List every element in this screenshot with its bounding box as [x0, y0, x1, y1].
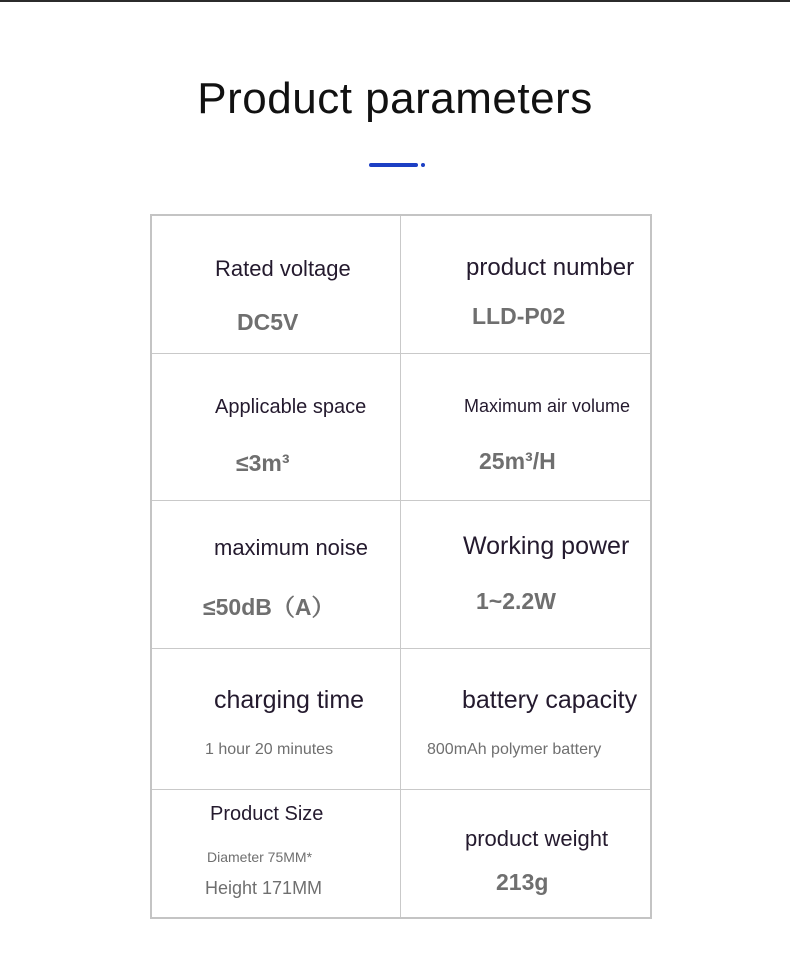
rated-voltage-label: Rated voltage	[215, 256, 351, 281]
max-noise-value: ≤50dB（A）	[203, 594, 335, 620]
title-underline-dot	[421, 163, 425, 167]
working-power-value: 1~2.2W	[476, 588, 556, 614]
rated-voltage-value: DC5V	[237, 309, 299, 335]
max-noise-label: maximum noise	[214, 535, 369, 560]
max-air-volume-value: 25m³/H	[479, 448, 556, 474]
product-weight-label: product weight	[465, 826, 609, 851]
row-divider	[152, 353, 650, 354]
product-number-label: product number	[466, 254, 635, 281]
row-divider	[152, 648, 650, 649]
product-size-height: Height 171MM	[205, 878, 323, 898]
column-divider	[400, 216, 401, 917]
applicable-space-value: ≤3m³	[236, 450, 290, 476]
parameter-table	[150, 214, 652, 919]
row-divider	[152, 789, 650, 790]
title-underline	[369, 163, 418, 167]
product-number-value: LLD-P02	[472, 303, 566, 329]
page-title: Product parameters	[197, 74, 593, 123]
working-power-label: Working power	[463, 532, 630, 560]
product-size-diameter: Diameter 75MM*	[207, 849, 313, 865]
battery-capacity-value: 800mAh polymer battery	[427, 741, 602, 758]
charging-time-value: 1 hour 20 minutes	[205, 741, 334, 758]
top-rule	[0, 0, 790, 2]
product-size-label: Product Size	[210, 803, 324, 825]
max-air-volume-label: Maximum air volume	[464, 396, 631, 416]
product-weight-value: 213g	[496, 869, 549, 895]
row-divider	[152, 500, 650, 501]
battery-capacity-label: battery capacity	[462, 686, 638, 714]
applicable-space-label: Applicable space	[215, 396, 367, 418]
charging-time-label: charging time	[214, 686, 365, 714]
